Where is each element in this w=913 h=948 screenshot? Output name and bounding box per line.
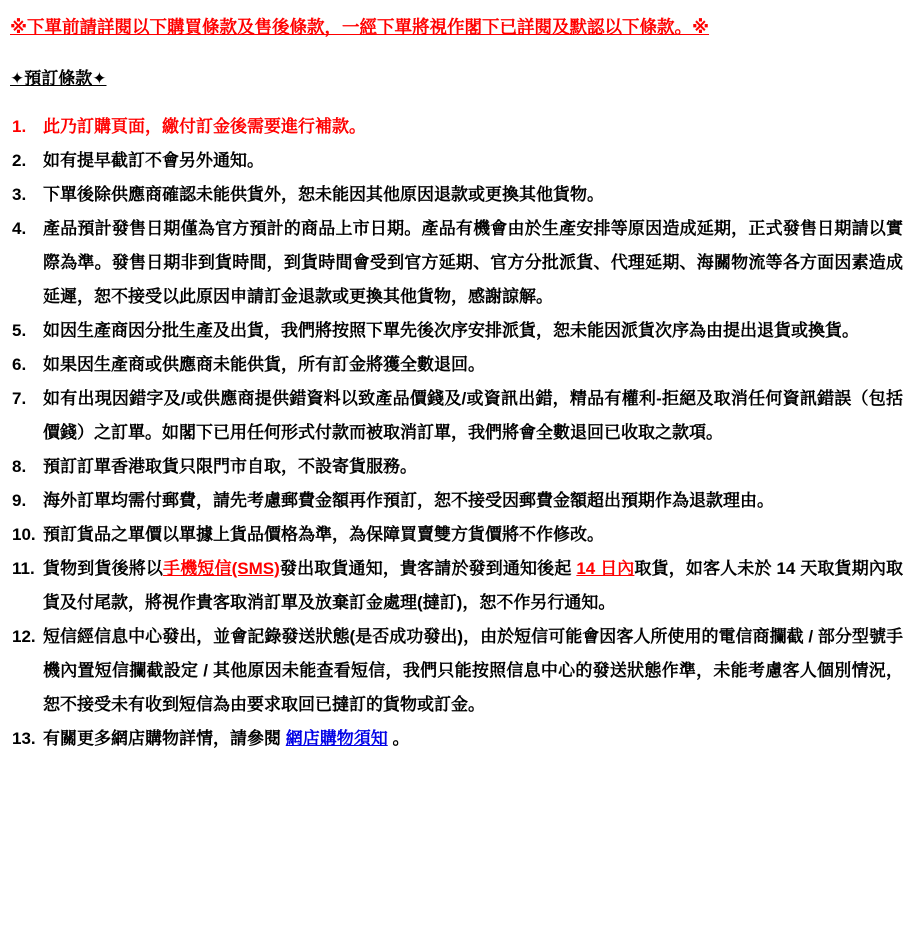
- term-text: [43, 559, 903, 612]
- term-item: [10, 518, 903, 552]
- page-header: ※下單前請詳閱以下購買條款及售後條款，一經下單將視作閣下已詳閱及默認以下條款。※: [10, 17, 710, 37]
- term-number: 2.: [12, 151, 27, 170]
- term-segment: 有關更多網店購物詳情，請參閱: [43, 729, 286, 748]
- term-number: 9.: [12, 491, 27, 510]
- term-text: [43, 321, 859, 340]
- term-segment: 如有出現因錯字及/或供應商提供錯資料以致產品價錢及/或資訊出錯，精品有權利-拒絕及取消任何資訊錯誤（包括價錢）之訂單。如閣下已用任何形式付款而被取消訂單，我們將會全數退回已收取之款項。: [43, 389, 903, 442]
- term-text: [43, 389, 903, 442]
- term-text: [43, 457, 417, 476]
- term-text: [43, 627, 903, 714]
- section-title: ✦預訂條款✦: [10, 69, 107, 88]
- term-item: [10, 552, 903, 620]
- term-segment: 預訂貨品之單價以單據上貨品價格為準，為保障買賣雙方貨價將不作修改。: [43, 525, 604, 544]
- term-segment: 貨物到貨後將以: [43, 559, 164, 578]
- term-item: [10, 144, 903, 178]
- term-item: [10, 110, 903, 144]
- term-text: [43, 491, 774, 510]
- term-number: 10.: [12, 525, 36, 544]
- term-segment: 海外訂單均需付郵費，請先考慮郵費金額再作預訂，恕不接受因郵費金額超出預期作為退款理由。: [43, 491, 774, 510]
- term-item: [10, 722, 903, 756]
- term-segment: 產品預計發售日期僅為官方預計的商品上市日期。產品有機會由於生產安排等原因造成延期，正式發售日期請以實際為準。發售日期非到貨時間，到貨時間會受到官方延期、官方分批派貨、代理延期、海關物流等各方面因素造成延遲，恕不接受以此原因申請訂金退款或更換其他貨物，感謝諒解。: [43, 219, 903, 306]
- terms-list: [10, 110, 903, 756]
- term-segment: 。: [387, 729, 410, 748]
- term-segment: 如因生產商因分批生產及出貨，我們將按照下單先後次序安排派貨，恕未能因派貨次序為由提出退貨或換貨。: [43, 321, 859, 340]
- term-number: 12.: [12, 627, 36, 646]
- term-segment: 取貨，如客人未於 14 天取貨期內取貨及付尾款，將視作貴客取消訂單及放棄訂金處理(撻訂)，恕不作另行通知。: [43, 559, 903, 612]
- term-segment: 此乃訂購頁面，繳付訂金後需要進行補款。: [43, 117, 366, 136]
- term-text: [43, 219, 903, 306]
- term-highlight: 14 日內: [576, 559, 635, 578]
- term-item: [10, 178, 903, 212]
- term-number: 8.: [12, 457, 27, 476]
- term-highlight: 手機短信(SMS): [163, 559, 280, 578]
- term-text: [43, 525, 604, 544]
- term-text: [43, 185, 604, 204]
- term-text: [43, 151, 264, 170]
- term-item: [10, 348, 903, 382]
- term-number: 4.: [12, 219, 27, 238]
- term-item: [10, 450, 903, 484]
- term-item: [10, 620, 903, 722]
- term-text: [43, 729, 409, 748]
- term-segment: 短信經信息中心發出，並會記錄發送狀態(是否成功發出)，由於短信可能會因客人所使用的電信商攔截 / 部分型號手機內置短信攔截設定 / 其他原因未能查看短信，我們只能按照信息中心的發送狀態作準，未能考慮客人個別情況，恕不接受未有收到短信為由要求取回已撻訂的貨物或訂金。: [43, 627, 903, 714]
- term-item: [10, 212, 903, 314]
- term-segment: 下單後除供應商確認未能供貨外，恕未能因其他原因退款或更換其他貨物。: [43, 185, 604, 204]
- term-item: [10, 314, 903, 348]
- term-text: [43, 117, 366, 136]
- term-number: 11.: [12, 559, 35, 578]
- term-item: [10, 484, 903, 518]
- term-number: 13.: [12, 729, 36, 748]
- term-number: 3.: [12, 185, 27, 204]
- term-text: [43, 355, 485, 374]
- term-number: 5.: [12, 321, 27, 340]
- term-item: [10, 382, 903, 450]
- term-number: 6.: [12, 355, 27, 374]
- term-segment: 預訂訂單香港取貨只限門市自取，不設寄貨服務。: [43, 457, 417, 476]
- term-segment: 發出取貨通知，貴客請於發到通知後起: [279, 559, 577, 578]
- term-number: 7.: [12, 389, 27, 408]
- term-segment: 如果因生產商或供應商未能供貨，所有訂金將獲全數退回。: [43, 355, 485, 374]
- term-segment: 如有提早截訂不會另外通知。: [43, 151, 264, 170]
- store-shopping-notice-link[interactable]: 網店購物須知: [285, 729, 388, 748]
- term-number: 1.: [12, 117, 27, 136]
